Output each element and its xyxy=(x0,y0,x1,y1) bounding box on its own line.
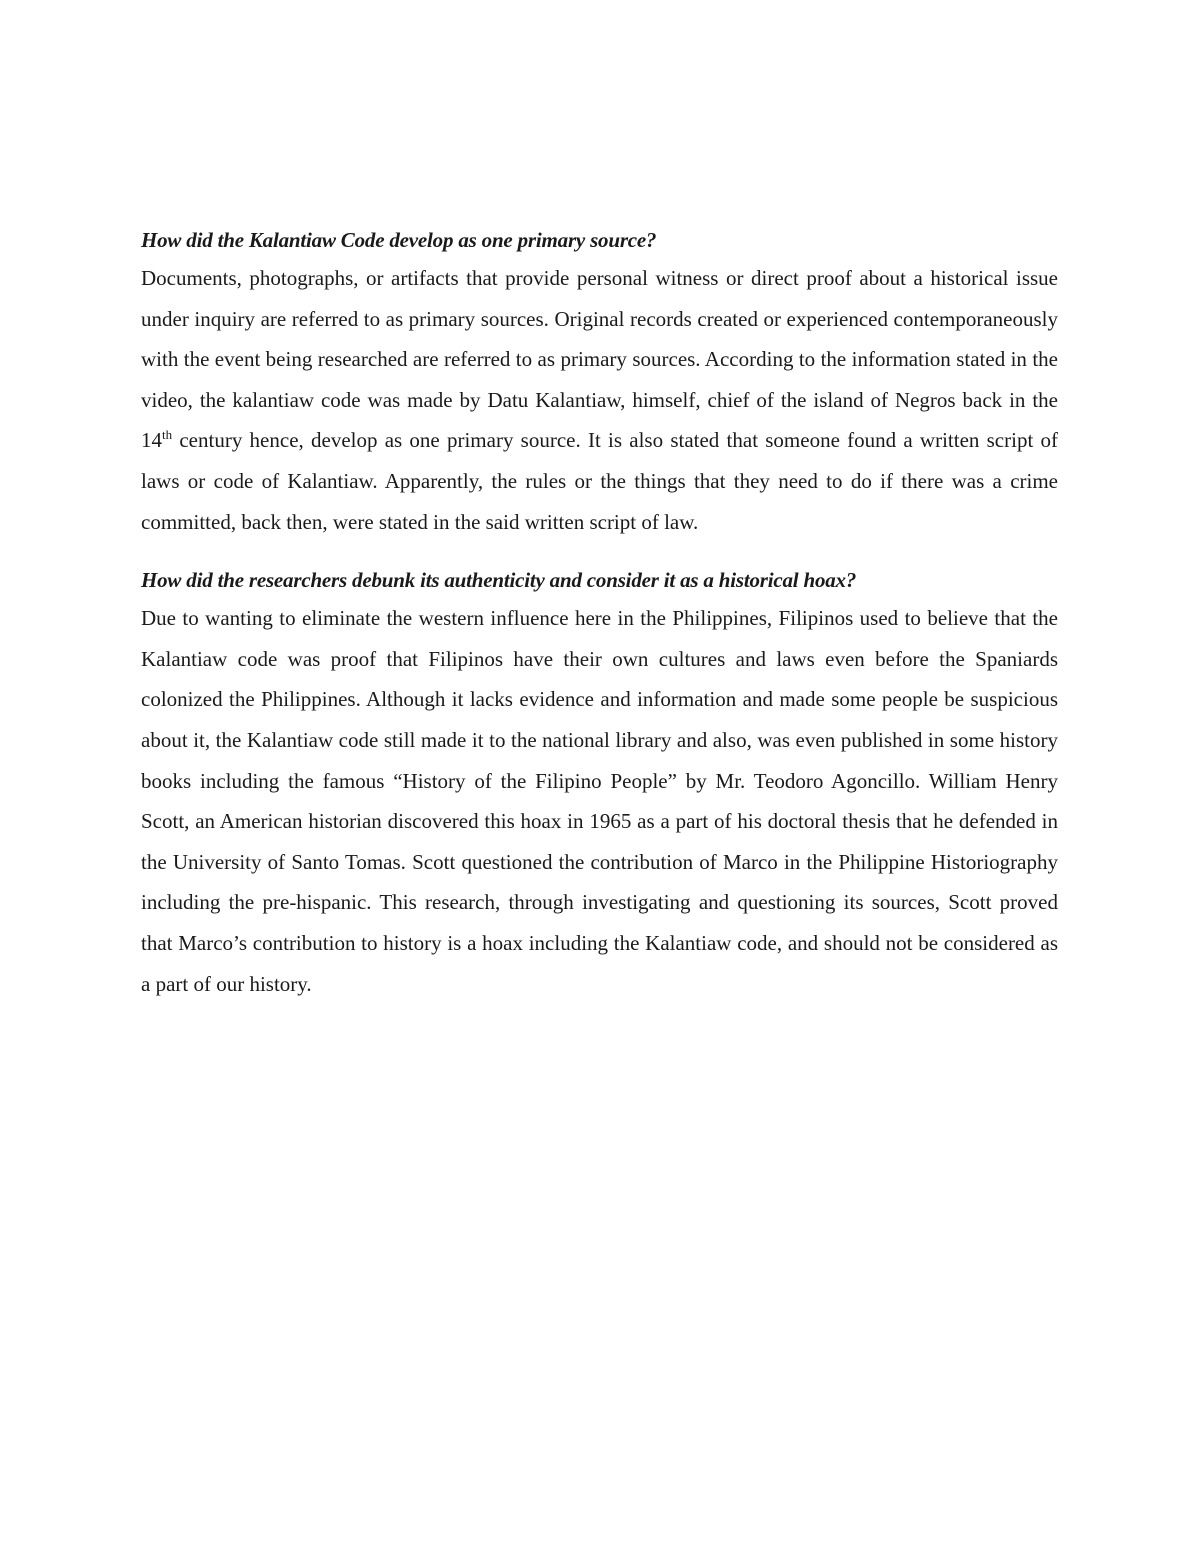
ordinal-superscript: th xyxy=(162,427,173,443)
section-hoax-debunk xyxy=(141,562,1058,1004)
answer-paragraph xyxy=(141,258,1058,542)
answer-paragraph: Due to wanting to eliminate the western influence here in the Philippines, Filipinos used to believe that the Kalantiaw code was proof that Filipinos have their own cultures and laws even before the Spaniards colonized the Philippines. Although it lacks evidence and information and made some people be suspicious about it, the Kalantiaw code still made it to the national library and also, was even published in some history books including the famous “History of the Filipino People” by Mr. Teodoro Agoncillo. William Henry Scott, an American historian discovered this hoax in 1965 as a part of his doctoral thesis that he defended in the University of Santo Tomas. Scott questioned the contribution of Marco in the Philippine Historiography including the pre-hispanic. This research, through investigating and questioning its sources, Scott proved that Marco’s contribution to history is a hoax including the Kalantiaw code, and should not be considered as a part of our history. xyxy=(141,606,1058,996)
document-body xyxy=(141,222,1058,1004)
question-heading: How did the researchers debunk its authenticity and consider it as a historical hoax? xyxy=(141,568,857,593)
answer-text-continued: century hence, develop as one primary source. It is also stated that someone found a written script of laws or code of Kalantiaw. Apparently, the rules or the things that they need to do if there was a crime committed, back then, were stated in the said written script of law. xyxy=(141,428,1058,534)
question-heading: How did the Kalantiaw Code develop as one primary source? xyxy=(141,228,657,252)
section-kalantiaw-origin xyxy=(141,222,1058,542)
answer-text: Documents, photographs, or artifacts that provide personal witness or direct proof about a historical issue under inquiry are referred to as primary sources. Original records created or experienced contemporaneously with the event being researched are referred to as primary sources. According to the information stated in the video, the kalantiaw code was made by Datu Kalantiaw, himself, chief of the island of Negros back in the 14 xyxy=(141,266,1058,453)
